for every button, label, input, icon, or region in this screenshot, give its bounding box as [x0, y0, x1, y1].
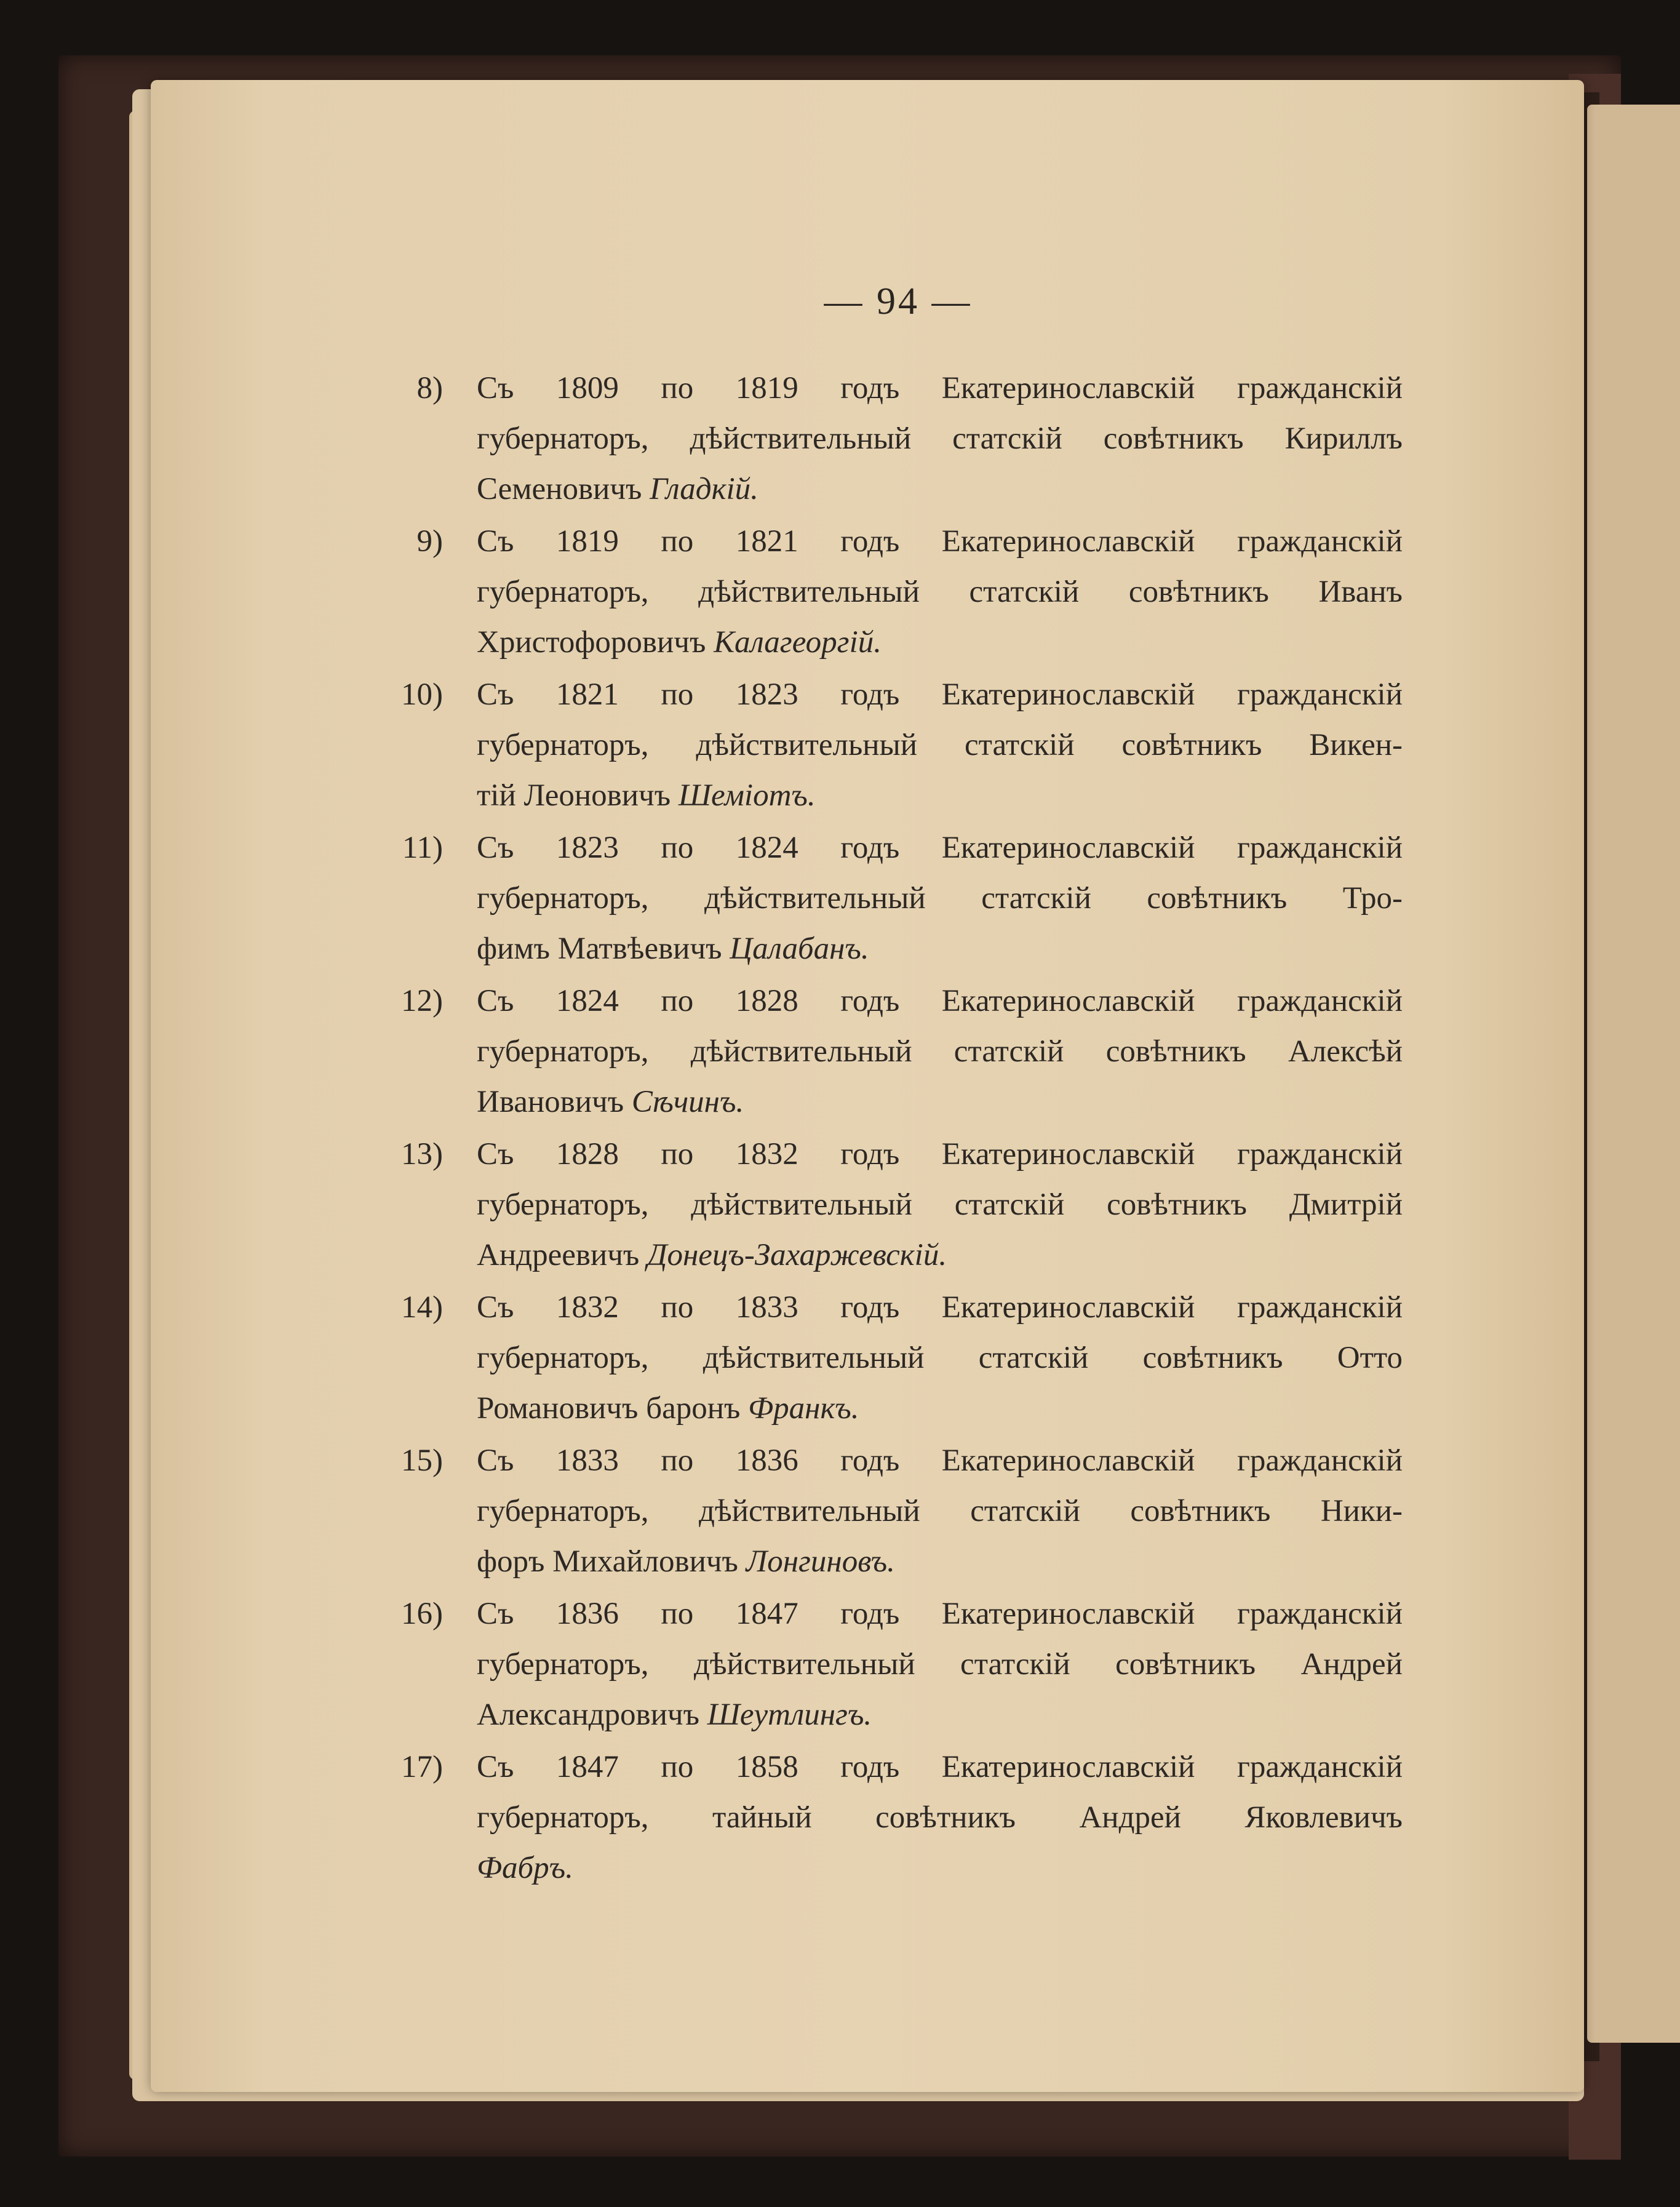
entry-line: губернаторъ, дѣйствительный статскій совѣтникъ Отто: [477, 1341, 1403, 1375]
facing-page-edge: [1587, 105, 1680, 2043]
list-item: [381, 976, 1403, 1127]
entry-line: [477, 1536, 1403, 1587]
surname: Цалабанъ.: [730, 932, 869, 966]
list-item: [381, 1129, 1403, 1280]
entry-line: Съ 1832 по 1833 годъ Екатеринославскій гражданскій: [477, 1290, 1403, 1325]
entry-line: Съ 1823 по 1824 годъ Екатеринославскій гражданскій: [477, 831, 1403, 865]
list-item: [381, 1282, 1403, 1434]
entry-line: губернаторъ, дѣйствительный статскій совѣтникъ Викен-: [477, 728, 1403, 762]
entry-number: 12): [401, 984, 443, 1018]
surname: Гладкій.: [650, 472, 758, 506]
list-item: [381, 1435, 1403, 1587]
entry-line: губернаторъ, дѣйствительный статскій совѣтникъ Иванъ: [477, 575, 1403, 609]
entry-number: 8): [416, 371, 443, 405]
entry-line: [477, 1690, 1403, 1740]
entry-line: [477, 464, 1403, 514]
entry-line: [477, 770, 1403, 821]
patronymic: форъ Михайловичъ: [477, 1544, 738, 1579]
surname: Шеутлингъ.: [707, 1698, 872, 1732]
entry-line: [477, 924, 1403, 974]
surname: Донецъ-Захаржевскій.: [647, 1238, 947, 1272]
entry-line: губернаторъ, тайный совѣтникъ Андрей Яковлевичъ: [477, 1800, 1403, 1835]
list-item: [381, 823, 1403, 974]
entry-line: Съ 1828 по 1832 годъ Екатеринославскій гражданскій: [477, 1137, 1403, 1171]
entry-line: [477, 1383, 1403, 1434]
entry-line: губернаторъ, дѣйствительный статскій совѣтникъ Алексѣй: [477, 1034, 1403, 1069]
list-item: [381, 1589, 1403, 1740]
entry-line: губернаторъ, дѣйствительный статскій совѣтникъ Тро-: [477, 881, 1403, 916]
entry-line: [477, 1843, 1403, 1893]
patronymic: Христофоровичъ: [477, 625, 706, 660]
patronymic: тій Леоновичъ: [477, 778, 671, 813]
surname: Лонгиновъ.: [746, 1544, 895, 1579]
patronymic: Семеновичъ: [477, 472, 642, 506]
list-item: [381, 1742, 1403, 1893]
entry-line: губернаторъ, дѣйствительный статскій совѣтникъ Андрей: [477, 1647, 1403, 1682]
entry-line: губернаторъ, дѣйствительный статскій совѣтникъ Кириллъ: [477, 421, 1403, 456]
entry-line: Съ 1809 по 1819 годъ Екатеринославскій гражданскій: [477, 371, 1403, 405]
entry-number: 17): [401, 1750, 443, 1784]
patronymic: Александровичъ: [477, 1698, 699, 1732]
patronymic: фимъ Матвѣевичъ: [477, 932, 722, 966]
governor-list: [381, 363, 1403, 1895]
surname: Калагеоргій.: [714, 625, 882, 660]
list-item: [381, 363, 1403, 514]
surname: Сѣчинъ.: [631, 1085, 744, 1119]
entry-line: Съ 1824 по 1828 годъ Екатеринославскій гражданскій: [477, 984, 1403, 1018]
entry-line: [477, 1230, 1403, 1280]
entry-line: губернаторъ, дѣйствительный статскій совѣтникъ Дмитрій: [477, 1187, 1403, 1222]
entry-number: 16): [401, 1597, 443, 1631]
entry-line: [477, 1077, 1403, 1127]
page-number: — 94 —: [824, 281, 973, 322]
patronymic: Романовичъ баронъ: [477, 1391, 741, 1426]
entry-line: Съ 1836 по 1847 годъ Екатеринославскій гражданскій: [477, 1597, 1403, 1631]
entry-number: 13): [401, 1137, 443, 1171]
surname: Франкъ.: [748, 1391, 859, 1426]
patronymic: Андреевичъ: [477, 1238, 640, 1272]
entry-line: [477, 617, 1403, 668]
entry-line: губернаторъ, дѣйствительный статскій совѣтникъ Ники-: [477, 1494, 1403, 1528]
surname: Фабръ.: [477, 1851, 573, 1885]
patronymic: Ивановичъ: [477, 1085, 624, 1119]
surname: Шеміотъ.: [678, 778, 816, 813]
entry-number: 15): [401, 1443, 443, 1478]
entry-line: Съ 1847 по 1858 годъ Екатеринославскій гражданскій: [477, 1750, 1403, 1784]
entry-number: 14): [401, 1290, 443, 1325]
entry-number: 10): [401, 677, 443, 712]
list-item: [381, 669, 1403, 821]
entry-line: Съ 1819 по 1821 годъ Екатеринославскій гражданскій: [477, 524, 1403, 559]
list-item: [381, 516, 1403, 668]
entry-number: 11): [402, 831, 443, 865]
entry-number: 9): [416, 524, 443, 559]
entry-line: Съ 1833 по 1836 годъ Екатеринославскій гражданскій: [477, 1443, 1403, 1478]
entry-line: Съ 1821 по 1823 годъ Екатеринославскій гражданскій: [477, 677, 1403, 712]
